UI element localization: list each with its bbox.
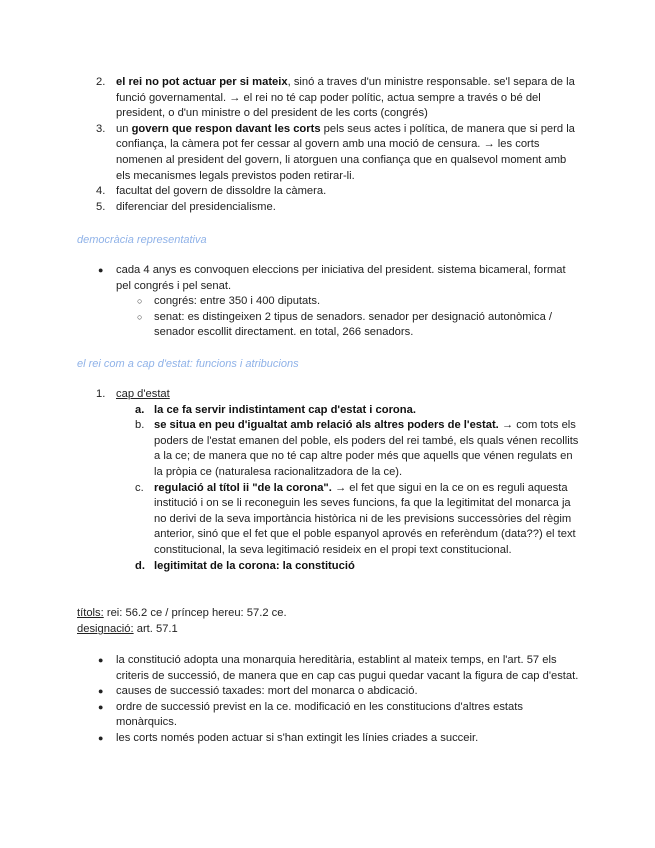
- designation-label: designació:: [77, 623, 134, 635]
- bold-text: regulació al títol ii "de la corona".: [154, 481, 332, 494]
- sub-list-item: [0, 403, 655, 419]
- sub-list-item: [0, 310, 655, 341]
- bullet-icon: ●: [98, 701, 104, 712]
- sub-list-item: [0, 294, 655, 310]
- bullet-icon: ●: [98, 732, 104, 743]
- list-item: [0, 684, 655, 700]
- item-text: → com tots els poders de l'estat emanen del poble, els poders del rei també, els quals vénen recollits a la ce; de manera que no té cap altre poder més que aquells que vénen regulats en la pròpia ce (naturalesa racionalitzadora de la ce).: [154, 419, 579, 478]
- list-letter: b.: [135, 419, 145, 432]
- titles-line: [77, 606, 287, 622]
- list-number: 5.: [96, 200, 106, 213]
- list-item: [0, 731, 655, 747]
- list-item: [0, 387, 655, 403]
- list-item: [0, 700, 655, 731]
- designation-text: art. 57.1: [133, 623, 178, 635]
- list-number: 4.: [96, 185, 106, 198]
- item-text: diferenciar del presidencialisme.: [116, 200, 276, 213]
- list-item: [0, 184, 655, 200]
- bold-text: govern que respon davant les corts: [131, 122, 321, 135]
- item-text: causes de successió taxades: mort del monarca o abdicació.: [116, 685, 418, 698]
- bullet-icon: ●: [98, 655, 104, 665]
- bold-text: el rei no pot actuar per si mateix: [116, 76, 288, 88]
- list-item: [0, 75, 655, 122]
- section-heading: democràcia representativa: [77, 234, 207, 246]
- sub-list-item: [0, 418, 655, 480]
- hollow-bullet-icon: ○: [137, 311, 143, 322]
- item-text: cada 4 anys es convoquen eleccions per iniciativa del president. sistema bicameral, format pel congrés i pel senat.: [116, 264, 566, 292]
- list-item: [0, 263, 655, 294]
- list-item: [0, 653, 655, 684]
- list-letter: c.: [135, 481, 144, 494]
- bold-text: legitimitat de la corona: la constitució: [154, 559, 355, 572]
- list-number: 2.: [96, 76, 106, 88]
- succession-list: [0, 653, 655, 747]
- item-text: les corts només poden actuar si s'han extingit les línies criades a succeir.: [116, 731, 479, 744]
- item-text: , sinó a traves d'un ministre responsable. se'l separa de la funció governamental. → el rei no té cap poder polític, actua sempre a través o bé del president, o d'un ministre o del president de les corts (congrés): [116, 76, 575, 120]
- representative-democracy-list: [0, 263, 655, 341]
- designation-line: [77, 622, 178, 638]
- list-item: [0, 122, 655, 184]
- list-number: 3.: [96, 122, 106, 135]
- list-letter: a.: [135, 403, 145, 416]
- item-text: → el fet que sigui en la ce on es reguli aquesta institució i on se li reconeguin les seves funcions, fa que la legitimitat del monarca ja no derivi de la seva importància històrica ni de les previsions successòries del règim anterior, sinó que el fet que el poble espanyol aprovés en referèndum (data??) el text constitucional, la seva legitimació resideix en el propi text constitucional.: [154, 481, 576, 556]
- item-text: facultat del govern de dissoldre la càmera.: [116, 185, 327, 198]
- head-of-state-list: [0, 387, 655, 574]
- list-item: [0, 200, 655, 216]
- item-text: senat: es distingeixen 2 tipus de senadors. senador per designació autonòmica / senador escollit directament. en total, 266 senadors.: [154, 310, 553, 339]
- item-text: ordre de successió previst en la ce. modificació en les constitucions d'altres estats monàrquics.: [116, 700, 523, 729]
- list-number: 1.: [96, 388, 106, 400]
- hollow-bullet-icon: ○: [137, 296, 143, 307]
- item-title: cap d'estat: [116, 388, 170, 400]
- bold-text: la ce fa servir indistintament cap d'estat i corona.: [154, 403, 416, 416]
- titles-label: títols:: [77, 607, 104, 619]
- item-text: un: [116, 122, 132, 135]
- item-text: pels seus actes i política, de manera que si perd la confiança, la càmera pot fer cessar al govern amb una moció de censura. → les corts nomenen al president del govern, li atorguen una confiança que en qualsevol moment amb els mecanismes legals previstos poden retirar-li.: [116, 122, 575, 182]
- titles-text: rei: 56.2 ce / príncep hereu: 57.2 ce.: [103, 607, 287, 619]
- bold-text: se situa en peu d'igualtat amb relació als altres poders de l'estat.: [154, 419, 499, 432]
- principles-list: [0, 75, 655, 215]
- item-text: la constitució adopta una monarquia hereditària, establint al mateix temps, en l'art. 57 els criteris de successió, de manera que en cap cas pugui quedar vacant la figura de cap d'estat.: [116, 654, 579, 682]
- list-letter: d.: [135, 559, 145, 572]
- sub-list-item: [0, 559, 655, 575]
- bullet-icon: ●: [98, 686, 104, 697]
- section-heading: el rei com a cap d'estat: funcions i atribucions: [77, 358, 299, 370]
- sub-list-item: [0, 481, 655, 559]
- bullet-icon: ●: [98, 265, 104, 275]
- item-text: congrés: entre 350 i 400 diputats.: [154, 295, 321, 308]
